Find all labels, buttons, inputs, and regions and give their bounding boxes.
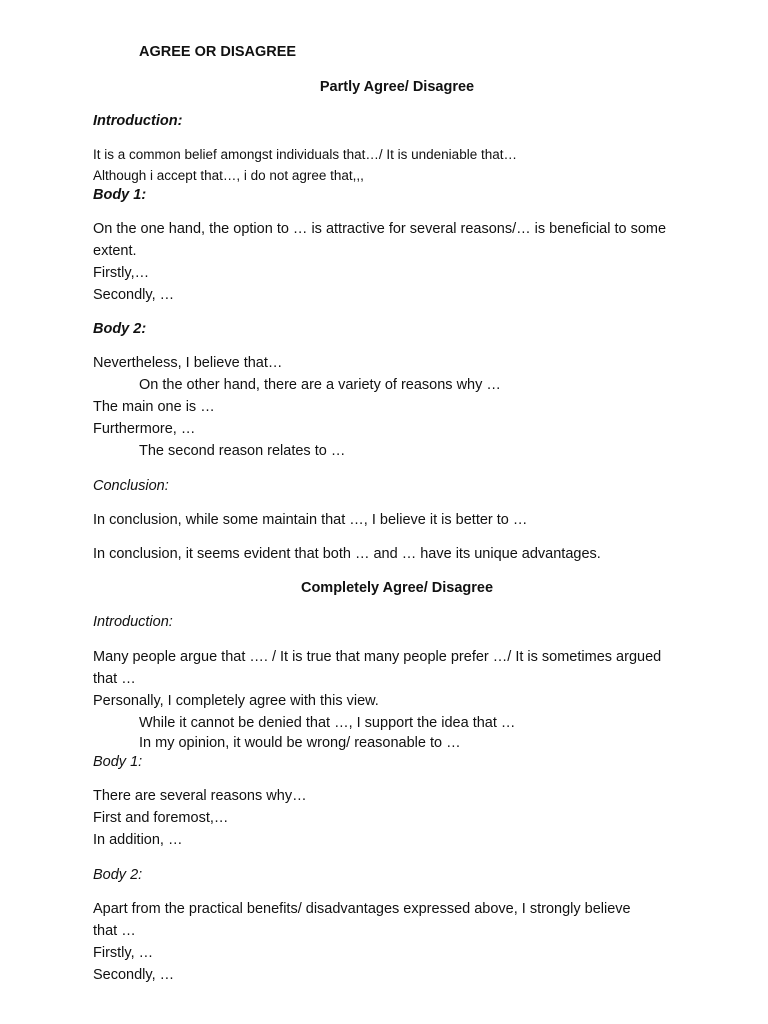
partly-body2-line-4: Furthermore, … — [93, 421, 196, 437]
partly-conclusion-label: Conclusion: — [93, 478, 169, 494]
partly-body1-label: Body 1: — [93, 187, 147, 203]
partly-body2-line-1: Nevertheless, I believe that… — [93, 355, 283, 371]
completely-intro-line-4: While it cannot be denied that …, I support the idea that … — [139, 715, 516, 731]
partly-intro-label: Introduction: — [93, 113, 183, 129]
completely-section-heading: Completely Agree/ Disagree — [300, 580, 494, 596]
partly-body2-line-3: The main one is … — [93, 399, 215, 415]
partly-body1-line-1: On the one hand, the option to … is attractive for several reasons/… is beneficial to some — [93, 221, 667, 237]
completely-body2-line-3: Firstly, … — [93, 945, 154, 961]
completely-body1-line-2: First and foremost,… — [93, 810, 229, 826]
completely-body1-label: Body 1: — [93, 754, 143, 770]
document-title: AGREE OR DISAGREE — [139, 44, 297, 60]
completely-intro-line-1: Many people argue that …. / It is true that many people prefer …/ It is sometimes argued — [93, 649, 662, 665]
completely-intro-label: Introduction: — [93, 614, 173, 630]
partly-body1-line-4: Secondly, … — [93, 287, 175, 303]
partly-conclusion-line-2: In conclusion, it seems evident that both … and … have its unique advantages. — [93, 546, 601, 562]
partly-conclusion-line-1: In conclusion, while some maintain that …, I believe it is better to … — [93, 512, 528, 528]
partly-body2-line-2: On the other hand, there are a variety of reasons why … — [139, 377, 501, 393]
partly-body2-line-5: The second reason relates to … — [139, 443, 346, 459]
partly-section-heading: Partly Agree/ Disagree — [319, 79, 475, 95]
completely-body1-line-1: There are several reasons why… — [93, 788, 307, 804]
partly-body1-line-2: extent. — [93, 243, 137, 259]
completely-intro-line-3: Personally, I completely agree with this view. — [93, 693, 379, 709]
completely-body2-line-4: Secondly, … — [93, 967, 175, 983]
completely-body2-label: Body 2: — [93, 867, 143, 883]
partly-body2-label: Body 2: — [93, 321, 147, 337]
partly-intro-line-2: Although i accept that…, i do not agree that,,, — [93, 168, 364, 183]
completely-body2-line-1: Apart from the practical benefits/ disadvantages expressed above, I strongly believe — [93, 901, 631, 917]
partly-body1-line-3: Firstly,… — [93, 265, 150, 281]
completely-body2-line-2: that … — [93, 923, 136, 939]
completely-intro-line-5: In my opinion, it would be wrong/ reasonable to … — [139, 735, 461, 751]
completely-intro-line-2: that … — [93, 671, 136, 687]
completely-body1-line-3: In addition, … — [93, 832, 183, 848]
partly-intro-line-1: It is a common belief amongst individuals that…/ It is undeniable that… — [93, 147, 517, 162]
